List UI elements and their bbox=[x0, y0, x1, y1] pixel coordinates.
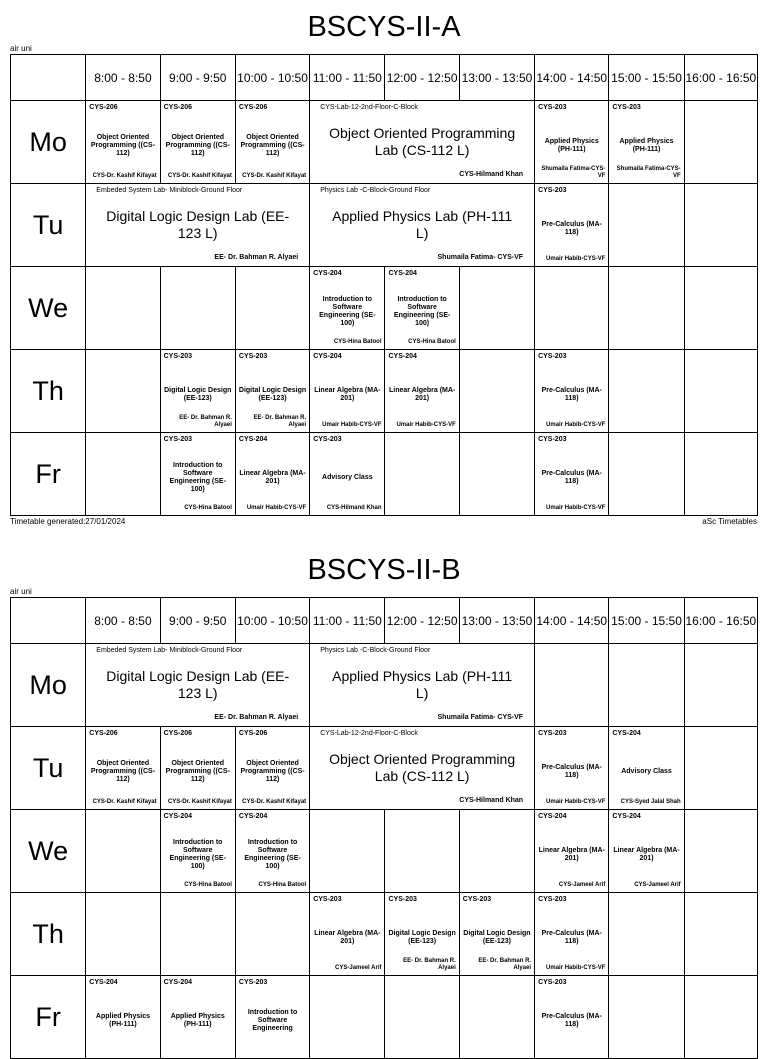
lesson-cell bbox=[535, 810, 609, 893]
corner-cell bbox=[11, 55, 86, 101]
timetable-grid bbox=[10, 54, 758, 516]
empty-cell bbox=[459, 267, 534, 350]
teacher-name: CYS-Hina Batool bbox=[408, 339, 456, 345]
lesson-cell bbox=[235, 810, 309, 893]
day-row bbox=[11, 350, 758, 433]
teacher-name: CYS-Dr. Kashif Kifayat bbox=[92, 173, 157, 179]
course-code: CYS-203 bbox=[538, 896, 567, 903]
course-code: CYS-203 bbox=[238, 979, 268, 986]
period-header: 11:00 - 11:50 bbox=[310, 598, 385, 644]
header-row bbox=[11, 598, 758, 644]
course-code: CYS-204 bbox=[538, 813, 567, 820]
empty-cell bbox=[160, 267, 235, 350]
course-code: Embeded System Lab- Miniblock-Ground Floor bbox=[96, 187, 243, 194]
course-code: CYS-203 bbox=[238, 353, 268, 360]
empty-cell bbox=[86, 267, 160, 350]
empty-cell bbox=[684, 433, 757, 516]
course-name: Pre-Calculus (MA-118) bbox=[541, 221, 602, 236]
teacher-name: CYS-Dr. Kashif Kifayat bbox=[167, 799, 232, 805]
empty-cell bbox=[459, 350, 534, 433]
lesson-cell bbox=[235, 433, 309, 516]
empty-cell bbox=[310, 810, 385, 893]
course-code: CYS-203 bbox=[612, 104, 641, 111]
lesson-cell bbox=[160, 976, 235, 1059]
lesson-cell bbox=[160, 101, 235, 184]
teacher-name: Umair Habib-CYS-VF bbox=[322, 422, 382, 428]
course-name: Digital Logic Design Lab (EE-123 L) bbox=[106, 668, 290, 701]
lesson-cell bbox=[86, 644, 310, 727]
course-code: CYS-206 bbox=[89, 104, 118, 111]
lesson-cell bbox=[535, 350, 609, 433]
teacher-name: EE- Dr. Bahman R. Alyaei bbox=[179, 415, 232, 428]
day-row bbox=[11, 267, 758, 350]
lesson-cell bbox=[310, 433, 385, 516]
timetable-grid bbox=[10, 597, 758, 1059]
teacher-name: Shumaila Fatima-CYS-VF bbox=[541, 166, 606, 179]
course-code: CYS-204 bbox=[612, 813, 641, 820]
day-row bbox=[11, 893, 758, 976]
empty-cell bbox=[86, 350, 160, 433]
course-code: CYS-203 bbox=[538, 979, 567, 986]
empty-cell bbox=[684, 727, 757, 810]
lesson-cell bbox=[160, 433, 235, 516]
teacher-name: Umair Habib-CYS-VF bbox=[546, 256, 606, 262]
course-name: Object Oriented Programming ((CS-112) bbox=[240, 760, 305, 783]
day-label: Tu bbox=[11, 184, 86, 267]
lesson-cell bbox=[310, 350, 385, 433]
teacher-name: CYS-Hina Batool bbox=[184, 882, 232, 888]
empty-cell bbox=[535, 644, 609, 727]
empty-cell bbox=[684, 350, 757, 433]
teacher-name: CYS-Hilmand Khan bbox=[459, 797, 524, 804]
course-code: CYS-203 bbox=[538, 353, 567, 360]
empty-cell bbox=[235, 893, 309, 976]
course-code: CYS-206 bbox=[238, 730, 268, 737]
course-code: CYS-203 bbox=[313, 896, 342, 903]
course-name: Object Oriented Programming Lab (CS-112 L) bbox=[329, 125, 516, 158]
timetable-b bbox=[0, 543, 768, 1032]
period-header: 13:00 - 13:50 bbox=[459, 55, 534, 101]
empty-cell bbox=[609, 350, 684, 433]
teacher-name: EE- Dr. Bahman R. Alyaei bbox=[253, 415, 307, 428]
course-name: Digital Logic Design (EE-123) bbox=[238, 387, 307, 402]
teacher-name: CYS-Syed Jalal Shah bbox=[620, 799, 681, 805]
day-row bbox=[11, 101, 758, 184]
header-row bbox=[11, 55, 758, 101]
empty-cell bbox=[609, 267, 684, 350]
lesson-cell bbox=[459, 893, 534, 976]
lesson-cell bbox=[535, 184, 609, 267]
course-name: Linear Algebra (MA-201) bbox=[239, 470, 306, 485]
day-label: Mo bbox=[11, 644, 86, 727]
lesson-cell bbox=[385, 893, 459, 976]
empty-cell bbox=[609, 184, 684, 267]
empty-cell bbox=[160, 893, 235, 976]
teacher-name: Shumaila Fatima- CYS-VF bbox=[437, 714, 524, 721]
course-name: Introduction to Software Engineering (SE-100) bbox=[319, 296, 376, 327]
course-name: Linear Algebra (MA-201) bbox=[538, 847, 605, 862]
day-label: Mo bbox=[11, 101, 86, 184]
empty-cell bbox=[385, 433, 459, 516]
day-label: We bbox=[11, 810, 86, 893]
lesson-cell bbox=[86, 727, 160, 810]
empty-cell bbox=[684, 101, 757, 184]
lesson-cell bbox=[535, 727, 609, 810]
period-header: 16:00 - 16:50 bbox=[684, 55, 757, 101]
lesson-cell bbox=[609, 810, 684, 893]
day-row bbox=[11, 433, 758, 516]
teacher-name: CYS-Hina Batool bbox=[184, 505, 232, 511]
course-code: CYS-206 bbox=[163, 730, 192, 737]
corner-cell bbox=[11, 598, 86, 644]
course-code: Physics Lab -C-Block-Ground Floor bbox=[320, 187, 431, 194]
empty-cell bbox=[459, 433, 534, 516]
course-name: Introduction to Software Engineering (SE-100) bbox=[244, 839, 301, 870]
day-row bbox=[11, 184, 758, 267]
day-row bbox=[11, 810, 758, 893]
teacher-name: CYS-Hina Batool bbox=[333, 339, 382, 345]
teacher-name: Umair Habib-CYS-VF bbox=[546, 799, 606, 805]
teacher-name: CYS-Hilmand Khan bbox=[459, 171, 524, 178]
course-code: Physics Lab -C-Block-Ground Floor bbox=[320, 647, 431, 654]
empty-cell bbox=[535, 267, 609, 350]
lesson-cell bbox=[160, 350, 235, 433]
course-name: Advisory Class bbox=[621, 768, 672, 775]
course-code: CYS-204 bbox=[163, 979, 192, 986]
course-name: Digital Logic Design Lab (EE-123 L) bbox=[106, 208, 290, 241]
course-name: Object Oriented Programming ((CS-112) bbox=[240, 134, 305, 157]
empty-cell bbox=[86, 893, 160, 976]
period-header: 14:00 - 14:50 bbox=[535, 598, 609, 644]
course-name: Advisory Class bbox=[322, 474, 373, 481]
course-code: Embeded System Lab- Miniblock-Ground Floor bbox=[96, 647, 243, 654]
lesson-cell bbox=[86, 976, 160, 1059]
empty-cell bbox=[86, 433, 160, 516]
school-name: air uni bbox=[10, 587, 32, 596]
lesson-cell bbox=[235, 727, 309, 810]
course-name: Pre-Calculus (MA-118) bbox=[541, 387, 602, 402]
course-name: Introduction to Software Engineering (SE-100) bbox=[393, 296, 451, 327]
course-name: Applied Physics Lab (PH-111 L) bbox=[332, 668, 513, 701]
course-name: Digital Logic Design (EE-123) bbox=[463, 930, 531, 945]
day-label: We bbox=[11, 267, 86, 350]
day-row bbox=[11, 976, 758, 1059]
course-code: CYS-203 bbox=[163, 436, 192, 443]
school-name: air uni bbox=[10, 44, 32, 53]
empty-cell bbox=[684, 976, 757, 1059]
empty-cell bbox=[609, 893, 684, 976]
course-code: CYS-204 bbox=[612, 730, 641, 737]
lesson-cell bbox=[385, 267, 459, 350]
empty-cell bbox=[684, 267, 757, 350]
empty-cell bbox=[684, 644, 757, 727]
period-header: 10:00 - 10:50 bbox=[235, 55, 309, 101]
lesson-cell bbox=[235, 976, 309, 1059]
course-name: Introduction to Software Engineering bbox=[247, 1009, 298, 1032]
teacher-name: CYS-Jameel Arif bbox=[634, 882, 681, 888]
course-name: Object Oriented Programming ((CS-112) bbox=[90, 760, 156, 783]
course-code: CYS-206 bbox=[163, 104, 192, 111]
empty-cell bbox=[609, 433, 684, 516]
empty-cell bbox=[385, 976, 459, 1059]
teacher-name: CYS-Dr. Kashif Kifayat bbox=[92, 799, 157, 805]
day-label: Th bbox=[11, 350, 86, 433]
course-name: Linear Algebra (MA-201) bbox=[389, 387, 456, 402]
teacher-name: CYS-Hilmand Khan bbox=[326, 505, 382, 511]
course-name: Linear Algebra (MA-201) bbox=[314, 387, 381, 402]
teacher-name: CYS-Jameel Arif bbox=[558, 882, 606, 888]
course-name: Pre-Calculus (MA-118) bbox=[541, 764, 602, 779]
course-name: Applied Physics Lab (PH-111 L) bbox=[332, 208, 513, 241]
teacher-name: Umair Habib-CYS-VF bbox=[246, 505, 307, 511]
period-header: 11:00 - 11:50 bbox=[310, 55, 385, 101]
teacher-name: CYS-Dr. Kashif Kifayat bbox=[242, 173, 307, 179]
empty-cell bbox=[684, 184, 757, 267]
lesson-cell bbox=[86, 184, 310, 267]
period-header: 8:00 - 8:50 bbox=[86, 598, 160, 644]
lesson-cell bbox=[235, 101, 309, 184]
empty-cell bbox=[235, 267, 309, 350]
course-code: CYS-204 bbox=[388, 270, 417, 277]
course-name: Applied Physics (PH-111) bbox=[619, 138, 674, 153]
course-code: CYS-204 bbox=[163, 813, 192, 820]
teacher-name: EE- Dr. Bahman R. Alyaei bbox=[478, 958, 532, 971]
empty-cell bbox=[609, 644, 684, 727]
course-code: CYS-206 bbox=[238, 104, 268, 111]
course-name: Linear Algebra (MA-201) bbox=[314, 930, 381, 945]
timetable-title: BSCYS-II-A bbox=[307, 11, 461, 43]
course-name: Digital Logic Design (EE-123) bbox=[164, 387, 232, 402]
course-code: CYS-204 bbox=[238, 813, 268, 820]
course-code: CYS-203 bbox=[388, 896, 417, 903]
lesson-cell bbox=[310, 893, 385, 976]
course-name: Applied Physics (PH-111) bbox=[170, 1013, 225, 1028]
course-code: CYS-204 bbox=[313, 270, 342, 277]
period-header: 12:00 - 12:50 bbox=[385, 598, 459, 644]
course-code: CYS-204 bbox=[388, 353, 417, 360]
course-code: CYS-203 bbox=[163, 353, 192, 360]
empty-cell bbox=[310, 976, 385, 1059]
day-label: Tu bbox=[11, 727, 86, 810]
period-header: 9:00 - 9:50 bbox=[160, 55, 235, 101]
timetable-title: BSCYS-II-B bbox=[307, 554, 461, 586]
empty-cell bbox=[684, 893, 757, 976]
course-code: CYS-Lab-12-2nd-Floor-C-Block bbox=[320, 730, 418, 737]
course-name: Introduction to Software Engineering (SE-100) bbox=[169, 839, 226, 870]
teacher-name: CYS-Hina Batool bbox=[258, 882, 307, 888]
course-name: Object Oriented Programming Lab (CS-112 L) bbox=[329, 751, 516, 784]
generator-credit: aSc Timetables bbox=[702, 517, 757, 526]
day-row bbox=[11, 727, 758, 810]
course-name: Pre-Calculus (MA-118) bbox=[541, 470, 602, 485]
lesson-cell bbox=[310, 267, 385, 350]
lesson-cell bbox=[535, 976, 609, 1059]
course-name: Pre-Calculus (MA-118) bbox=[541, 1013, 602, 1028]
lesson-cell bbox=[235, 350, 309, 433]
empty-cell bbox=[684, 810, 757, 893]
period-header: 13:00 - 13:50 bbox=[459, 598, 534, 644]
period-header: 16:00 - 16:50 bbox=[684, 598, 757, 644]
course-name: Digital Logic Design (EE-123) bbox=[388, 930, 456, 945]
teacher-name: CYS-Dr. Kashif Kifayat bbox=[242, 799, 307, 805]
lesson-cell bbox=[310, 644, 535, 727]
course-code: CYS-Lab-12-2nd-Floor-C-Block bbox=[320, 104, 418, 111]
empty-cell bbox=[385, 810, 459, 893]
course-code: CYS-204 bbox=[89, 979, 118, 986]
period-header: 14:00 - 14:50 bbox=[535, 55, 609, 101]
course-name: Applied Physics (PH-111) bbox=[95, 1013, 150, 1028]
course-code: CYS-203 bbox=[538, 104, 567, 111]
lesson-cell bbox=[160, 727, 235, 810]
course-name: Pre-Calculus (MA-118) bbox=[541, 930, 602, 945]
course-code: CYS-204 bbox=[313, 353, 342, 360]
course-code: CYS-203 bbox=[462, 896, 492, 903]
period-header: 8:00 - 8:50 bbox=[86, 55, 160, 101]
empty-cell bbox=[86, 810, 160, 893]
lesson-cell bbox=[609, 101, 684, 184]
teacher-name: EE- Dr. Bahman R. Alyaei bbox=[403, 958, 456, 971]
lesson-cell bbox=[385, 350, 459, 433]
course-code: CYS-203 bbox=[538, 436, 567, 443]
period-header: 15:00 - 15:50 bbox=[609, 598, 684, 644]
generated-date: Timetable generated:27/01/2024 bbox=[10, 517, 126, 526]
lesson-cell bbox=[310, 184, 535, 267]
lesson-cell bbox=[160, 810, 235, 893]
lesson-cell bbox=[310, 101, 535, 184]
period-header: 9:00 - 9:50 bbox=[160, 598, 235, 644]
teacher-name: Umair Habib-CYS-VF bbox=[546, 965, 606, 971]
teacher-name: EE- Dr. Bahman R. Alyaei bbox=[214, 714, 299, 721]
teacher-name: Umair Habib-CYS-VF bbox=[546, 505, 606, 511]
course-name: Object Oriented Programming ((CS-112) bbox=[90, 134, 156, 157]
lesson-cell bbox=[86, 101, 160, 184]
course-name: Introduction to Software Engineering (SE-100) bbox=[169, 462, 226, 493]
empty-cell bbox=[459, 810, 534, 893]
teacher-name: Umair Habib-CYS-VF bbox=[396, 422, 456, 428]
empty-cell bbox=[609, 976, 684, 1059]
course-name: Object Oriented Programming ((CS-112) bbox=[165, 134, 230, 157]
course-code: CYS-204 bbox=[238, 436, 268, 443]
course-code: CYS-203 bbox=[538, 730, 567, 737]
empty-cell bbox=[459, 976, 534, 1059]
teacher-name: CYS-Dr. Kashif Kifayat bbox=[167, 173, 232, 179]
lesson-cell bbox=[310, 727, 535, 810]
teacher-name: CYS-Jameel Arif bbox=[335, 965, 382, 971]
day-label: Th bbox=[11, 893, 86, 976]
teacher-name: Shumaila Fatima- CYS-VF bbox=[437, 254, 524, 261]
course-code: CYS-203 bbox=[313, 436, 342, 443]
teacher-name: Umair Habib-CYS-VF bbox=[546, 422, 606, 428]
period-header: 10:00 - 10:50 bbox=[235, 598, 309, 644]
lesson-cell bbox=[535, 101, 609, 184]
day-row bbox=[11, 644, 758, 727]
course-code: CYS-206 bbox=[89, 730, 118, 737]
day-label: Fr bbox=[11, 976, 86, 1059]
lesson-cell bbox=[535, 433, 609, 516]
period-header: 12:00 - 12:50 bbox=[385, 55, 459, 101]
day-label: Fr bbox=[11, 433, 86, 516]
teacher-name: EE- Dr. Bahman R. Alyaei bbox=[214, 254, 299, 261]
course-name: Object Oriented Programming ((CS-112) bbox=[165, 760, 230, 783]
lesson-cell bbox=[609, 727, 684, 810]
lesson-cell bbox=[535, 893, 609, 976]
teacher-name: Shumaila Fatima-CYS-VF bbox=[616, 166, 681, 179]
period-header: 15:00 - 15:50 bbox=[609, 55, 684, 101]
course-code: CYS-203 bbox=[538, 187, 567, 194]
course-name: Linear Algebra (MA-201) bbox=[613, 847, 680, 862]
course-name: Applied Physics (PH-111) bbox=[544, 138, 599, 153]
